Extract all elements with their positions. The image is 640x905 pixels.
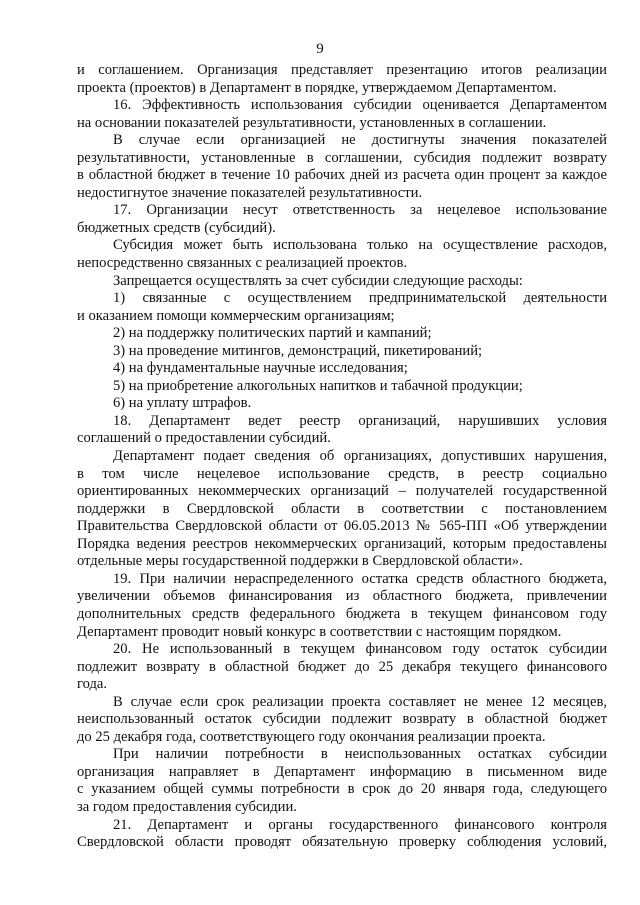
text-line: на основании показателей результативности, установленных в соглашении. — [77, 114, 547, 131]
text-line: 2) на поддержку политических партий и кампаний; — [113, 325, 432, 342]
text-line: 4) на фундаментальные научные исследования; — [113, 360, 408, 377]
text-line: Субсидия может быть использована только на осуществление расходов, — [113, 237, 607, 254]
text-line: 16. Эффективность использования субсидии оценивается Департаментом — [113, 97, 607, 114]
text-line: года. — [77, 676, 108, 693]
text-line: подлежит возврату в областной бюджет до 25 декабря текущего финансового — [77, 658, 607, 675]
text-line: увеличении объемов финансирования из областного бюджета, привлечении — [77, 588, 607, 605]
text-line: В случае если организацией не достигнуты значения показателей — [113, 132, 607, 149]
text-line: непосредственно связанных с реализацией проектов. — [77, 255, 407, 272]
document-body — [77, 62, 607, 852]
text-line: Правительства Свердловской области от 06.05.2013 № 565-ПП «Об утверждении — [77, 518, 607, 535]
text-line: проекта (проектов) в Департамент в порядке, утверждаемом Департаментом. — [77, 79, 557, 96]
text-line: соглашений о предоставлении субсидий. — [77, 430, 331, 447]
text-line: недостигнутое значение показателей результативности. — [77, 184, 423, 201]
text-line: в областной бюджет в течение 10 рабочих дней из расчета один процент за каждое — [77, 167, 607, 184]
text-line: Запрещается осуществлять за счет субсидии следующие расходы: — [113, 272, 523, 289]
text-line: за годом предоставления субсидии. — [77, 798, 297, 815]
text-line: Порядка ведения реестров некоммерческих организаций, которым предоставлены — [77, 535, 607, 552]
text-line: бюджетных средств (субсидий). — [77, 219, 276, 236]
text-line: результативности, установленные в соглашении, субсидия подлежит возврату — [77, 149, 607, 166]
text-line: неиспользованный остаток субсидии подлежит возврату в областной бюджет — [77, 711, 607, 728]
text-line: 20. Не использованный в текущем финансовом году остаток субсидии — [113, 641, 607, 658]
text-line: Департамент проводит новый конкурс в соответствии с настоящим порядком. — [77, 623, 562, 640]
text-line: 6) на уплату штрафов. — [113, 395, 252, 412]
text-line: Свердловской области проводят обязательную проверку соблюдения условий, — [77, 834, 607, 851]
text-line: При наличии потребности в неиспользованных остатках субсидии — [113, 746, 607, 763]
text-line: 18. Департамент ведет реестр организаций, нарушивших условия — [113, 412, 607, 429]
text-line: поддержки в Свердловской области в соответствии с постановлением — [77, 500, 607, 517]
text-line: до 25 декабря года, соответствующего году окончания реализации проекта. — [77, 728, 546, 745]
text-line: дополнительных средств федерального бюджета в текущем финансовом году — [77, 605, 607, 622]
text-line: ориентированных некоммерческих организаций – получателей государственной — [77, 483, 607, 500]
text-line: и соглашением. Организация представляет презентацию итогов реализации — [77, 62, 607, 78]
text-line: с указанием общей суммы потребности в срок до 20 января года, следующего — [77, 781, 607, 798]
text-line: и оказанием помощи коммерческим организациям; — [77, 307, 395, 324]
text-line: в том числе нецелевое использование средств, в реестр социально — [77, 465, 607, 482]
text-line: 5) на приобретение алкогольных напитков и табачной продукции; — [113, 377, 523, 394]
text-line: В случае если срок реализации проекта составляет не менее 12 месяцев, — [113, 693, 607, 710]
text-line: 17. Организации несут ответственность за нецелевое использование — [113, 202, 607, 219]
text-line: 21. Департамент и органы государственного финансового контроля — [113, 816, 607, 833]
text-line: Департамент подает сведения об организациях, допустивших нарушения, — [113, 448, 607, 465]
page-number: 9 — [316, 41, 324, 57]
text-line: организация направляет в Департамент информацию в письменном виде — [77, 763, 607, 780]
text-line: 1) связанные с осуществлением предпринимательской деятельности — [113, 290, 607, 307]
text-line: 3) на проведение митингов, демонстраций, пикетирований; — [113, 342, 483, 359]
text-line: 19. При наличии нераспределенного остатка средств областного бюджета, — [113, 570, 607, 587]
text-line: отдельные меры государственной поддержки в Свердловской области». — [77, 553, 523, 570]
